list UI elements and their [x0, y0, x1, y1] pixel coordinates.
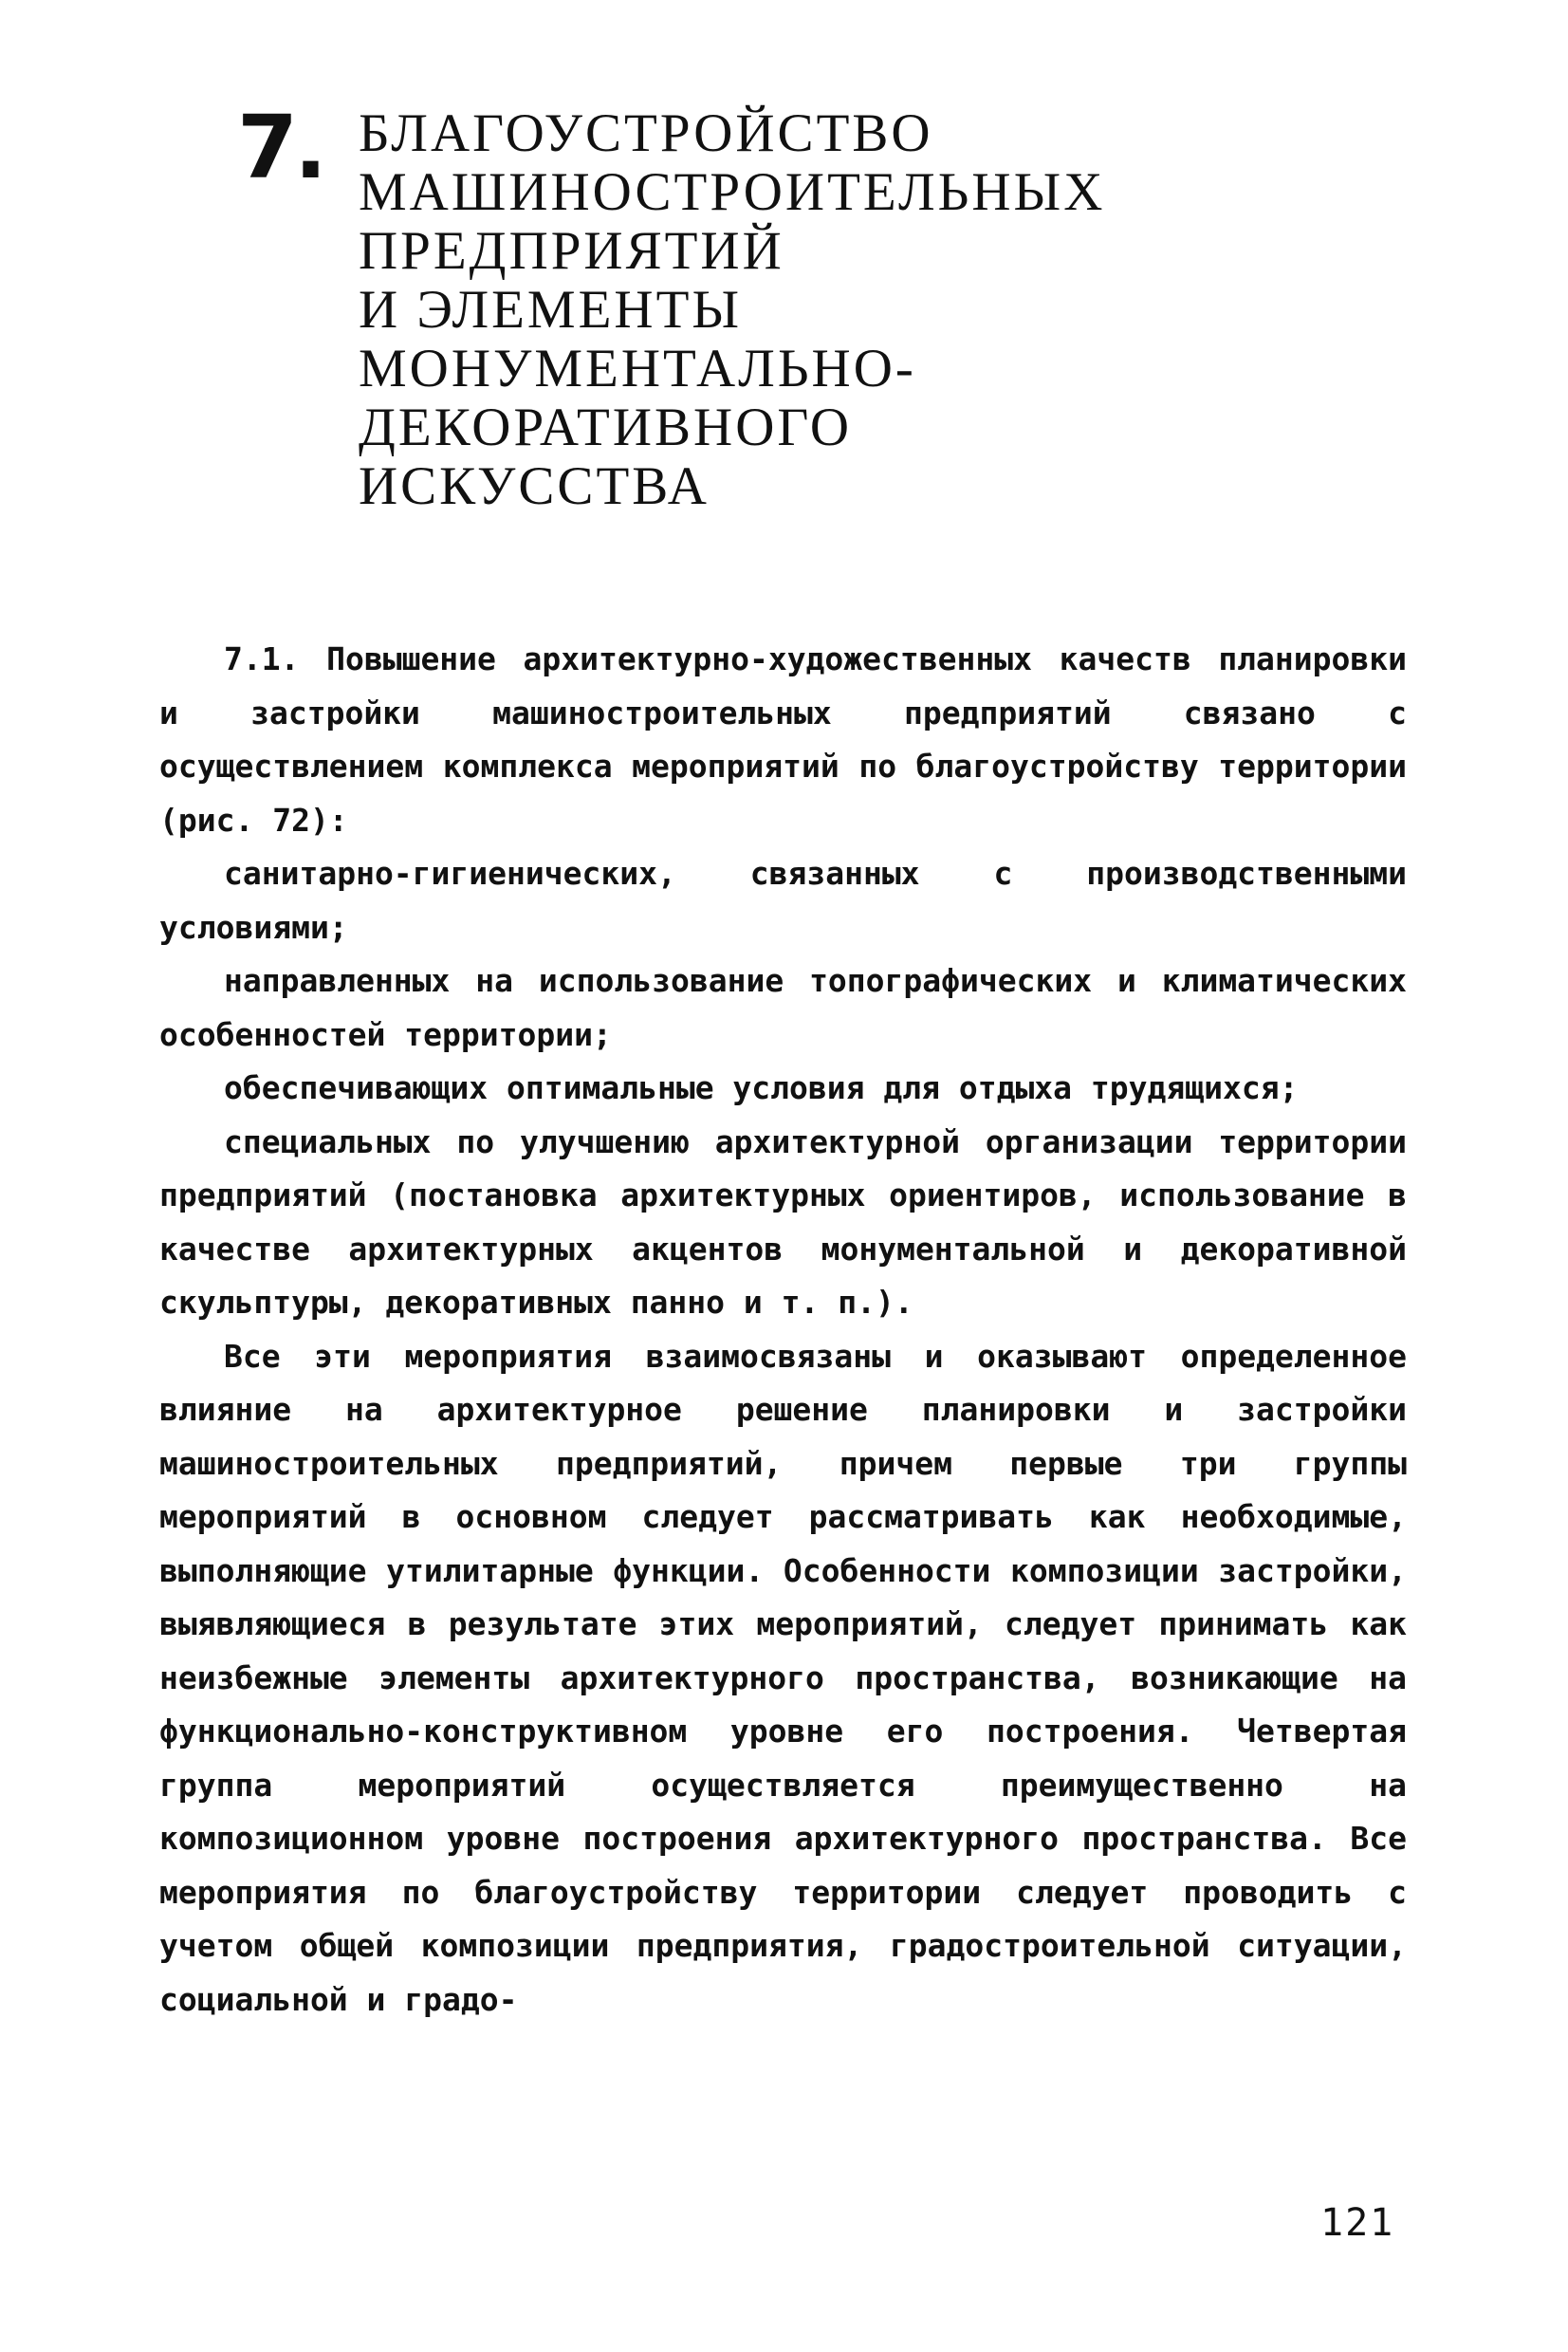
- paragraph-list-item: специальных по улучшению архитектурной организации территории предприятий (постановка архитектурных ориентиров, использование в качестве архитектурных акцентов монументальной и декоративной скульптуры, декоративных панно и т. п.).: [159, 1122, 1407, 1321]
- paragraph-list-item: направленных на использование топографических и климатических особенностей территории;: [159, 962, 1407, 1053]
- paragraph-main: Все эти мероприятия взаимосвязаны и оказывают определенное влияние на архитектурное решение планировки и застройки машиностроительных предприятий, причем первые три группы мероприятий в основном следует рассматривать как необходимые, выполняющие утилитарные функции. Особенности композиции застройки, выявляющиеся в результате этих мероприятий, следует принимать как неизбежные элементы архитектурного пространства, возникающие на функционально-конструктивном уровне его построения. Четвертая группа мероприятий осуществляется преимущественно на композиционном уровне построения архитектурного пространства. Все мероприятия по благоустройству территории следует проводить с учетом общей композиции предприятия, градостроительной ситуации, социальной и градо-: [159, 1337, 1407, 2018]
- chapter-heading: [237, 95, 1233, 516]
- chapter-title-line: И ЭЛЕМЕНТЫ: [359, 280, 743, 340]
- body-text: [159, 633, 1407, 2027]
- paragraph-list-item: обеспечивающих оптимальные условия для отдыха трудящихся;: [224, 1069, 1299, 1106]
- chapter-title-line: ПРЕДПРИЯТИЙ: [359, 221, 784, 281]
- chapter-title-line: МОНУМЕНТАЛЬНО-: [359, 339, 916, 398]
- chapter-title-line: БЛАГОУСТРОЙСТВО: [359, 103, 933, 163]
- chapter-title-line: ДЕКОРАТИВНОГО: [359, 398, 853, 457]
- chapter-number: 7.: [237, 97, 323, 198]
- paragraph-list-item: санитарно-гигиенических, связанных с производственными условиями;: [159, 855, 1407, 946]
- page-number: 121: [1320, 2201, 1395, 2245]
- chapter-title-line: ИСКУССТВА: [359, 456, 710, 516]
- chapter-title-line: МАШИНОСТРОИТЕЛЬНЫХ: [359, 162, 1106, 222]
- paragraph-intro: 7.1. Повышение архитектурно-художественных качеств планировки и застройки машиностроительных предприятий связано с осуществлением комплекса мероприятий по благоустройству территории (рис. 72):: [159, 640, 1407, 839]
- chapter-title: [359, 104, 1231, 516]
